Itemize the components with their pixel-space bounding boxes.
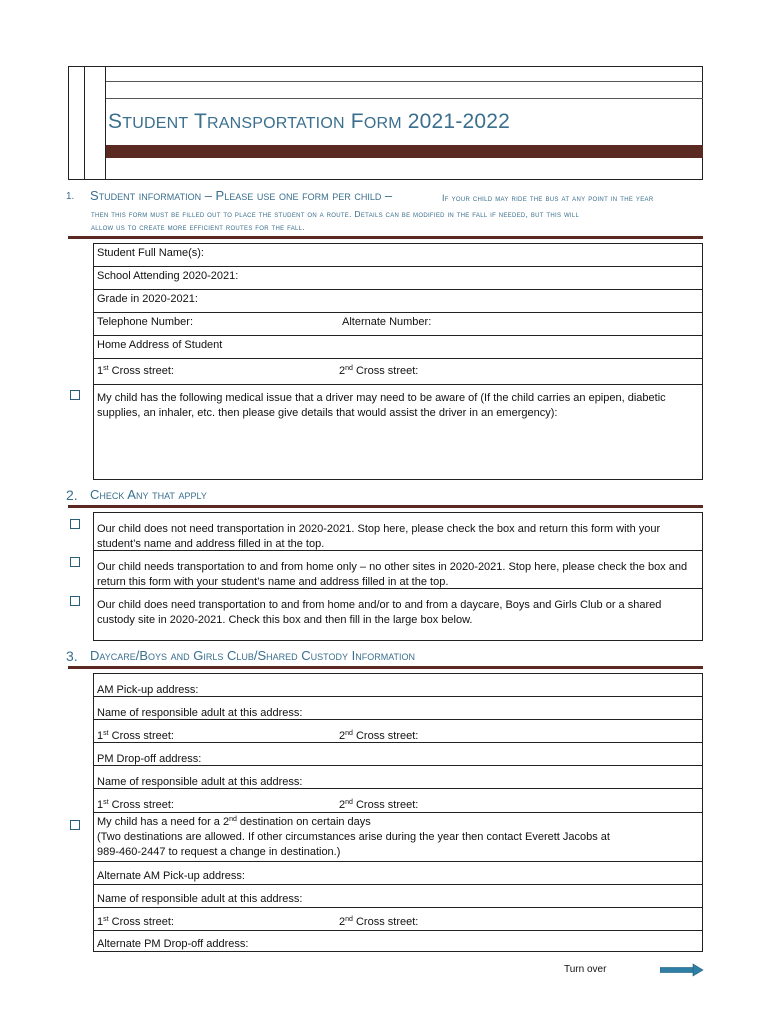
section-3-rule xyxy=(68,666,703,669)
am-cross-street-2-label: 2nd Cross street: xyxy=(339,730,419,742)
right-arrow-icon xyxy=(660,963,704,980)
section-2-number: 2. xyxy=(66,487,78,503)
medical-issue-label: My child has the following medical issue that a driver may need to be aware of (If the child carries an epipen, diabetic supplies, an inhaler, etc. then please give details that would assist the driver in an emergency): xyxy=(97,392,666,419)
second-destination-checkbox[interactable] xyxy=(70,820,80,830)
option-daycare xyxy=(93,588,703,641)
telephone-field[interactable] xyxy=(93,312,703,336)
header-divider-right xyxy=(105,66,106,180)
page-title: STUDENT TRANSPORTATION FORM 2021-2022 xyxy=(108,110,511,133)
header-rule-second xyxy=(106,98,703,99)
section-1-rule xyxy=(68,236,703,239)
section-1-number: 1. xyxy=(66,191,75,202)
pm-dropoff-label: PM Drop-off address: xyxy=(97,753,202,765)
section-3-heading: Daycare/Boys and Girls Club/Shared Custody Information xyxy=(90,648,416,663)
turn-over-label: Turn over xyxy=(564,964,607,975)
grade-label: Grade in 2020-2021: xyxy=(97,293,198,305)
option-no-transport xyxy=(93,512,703,551)
alt-cross-streets-field[interactable] xyxy=(93,907,703,931)
section-1-heading: Student information – Please use one form per child – xyxy=(90,188,393,203)
option-no-transport-checkbox[interactable] xyxy=(70,519,80,529)
home-address-label: Home Address of Student xyxy=(97,339,223,351)
alt-responsible-adult-label: Name of responsible adult at this address: xyxy=(97,893,303,905)
alt-am-pickup-field[interactable] xyxy=(93,861,703,885)
alt-am-pickup-label: Alternate AM Pick-up address: xyxy=(97,870,245,882)
second-destination-line-1: My child has a need for a 2nd destination on certain days xyxy=(97,816,371,828)
pm-cross-streets-field[interactable] xyxy=(93,788,703,813)
section-1-intro-line-3: allow us to create more efficient routes for the fall. xyxy=(91,222,305,232)
am-pickup-label: AM Pick-up address: xyxy=(97,684,199,696)
am-pickup-field[interactable] xyxy=(93,673,703,697)
school-attending-label: School Attending 2020-2021: xyxy=(97,270,239,282)
alt-cross-street-2-label: 2nd Cross street: xyxy=(339,916,419,928)
alt-responsible-adult-field[interactable] xyxy=(93,884,703,908)
home-address-field[interactable] xyxy=(93,335,703,359)
am-responsible-adult-label: Name of responsible adult at this address: xyxy=(97,707,303,719)
header-accent-bar xyxy=(106,145,703,158)
school-attending-field[interactable] xyxy=(93,266,703,290)
pm-responsible-adult-label: Name of responsible adult at this address: xyxy=(97,776,303,788)
grade-field[interactable] xyxy=(93,289,703,313)
alt-pm-dropoff-label: Alternate PM Drop-off address: xyxy=(97,938,249,950)
option-home-only-label: Our child needs transportation to and from home only – no other sites in 2020-2021. Stop here, please check the box and return this form with your student’s name and address filled in at the top. xyxy=(97,561,688,588)
option-no-transport-label: Our child does not need transportation in 2020-2021. Stop here, please check the box and return this form with your student’s name and address filled in at the top. xyxy=(97,523,661,550)
cross-streets-field[interactable] xyxy=(93,358,703,385)
student-name-label: Student Full Name(s): xyxy=(97,247,204,259)
option-daycare-checkbox[interactable] xyxy=(70,596,80,606)
alt-pm-dropoff-field[interactable] xyxy=(93,930,703,952)
option-home-only xyxy=(93,550,703,589)
medical-issue-checkbox[interactable] xyxy=(70,390,80,400)
section-3-number: 3. xyxy=(66,648,78,664)
header-divider-left xyxy=(84,66,85,180)
pm-dropoff-field[interactable] xyxy=(93,742,703,766)
header-rule-top xyxy=(106,81,703,82)
medical-issue-field[interactable] xyxy=(93,384,703,480)
option-daycare-label: Our child does need transportation to and from home and/or to and from a daycare, Boys and Girls Club or a shared custody site in 2020-2021. Check this box and then fill in the large box below. xyxy=(97,599,662,626)
second-destination-field xyxy=(93,812,703,862)
pm-cross-street-2-label: 2nd Cross street: xyxy=(339,799,419,811)
second-destination-line-3: 989-460-2447 to request a change in destination.) xyxy=(97,846,341,858)
am-cross-streets-field[interactable] xyxy=(93,719,703,743)
pm-responsible-adult-field[interactable] xyxy=(93,765,703,789)
option-home-only-checkbox[interactable] xyxy=(70,557,80,567)
section-1-intro-line-2: then this form must be filled out to place the student on a route. Details can be modified in the fall if needed, but this will xyxy=(91,209,580,219)
second-destination-line-2: (Two destinations are allowed. If other circumstances arise during the year then contact Everett Jacobs at xyxy=(97,831,610,843)
am-responsible-adult-field[interactable] xyxy=(93,696,703,720)
cross-street-1-label: 1st Cross street: xyxy=(97,365,174,377)
pm-cross-street-1-label: 1st Cross street: xyxy=(97,799,174,811)
section-1-intro-line-1: If your child may ride the bus at any point in the year xyxy=(442,193,654,203)
section-2-heading: Check Any that apply xyxy=(90,487,207,502)
am-cross-street-1-label: 1st Cross street: xyxy=(97,730,174,742)
cross-street-2-label: 2nd Cross street: xyxy=(339,365,419,377)
telephone-label: Telephone Number: xyxy=(97,316,194,328)
alt-cross-street-1-label: 1st Cross street: xyxy=(97,916,174,928)
alternate-number-label: Alternate Number: xyxy=(342,316,432,328)
section-2-rule xyxy=(68,505,703,508)
student-name-field[interactable] xyxy=(93,243,703,267)
